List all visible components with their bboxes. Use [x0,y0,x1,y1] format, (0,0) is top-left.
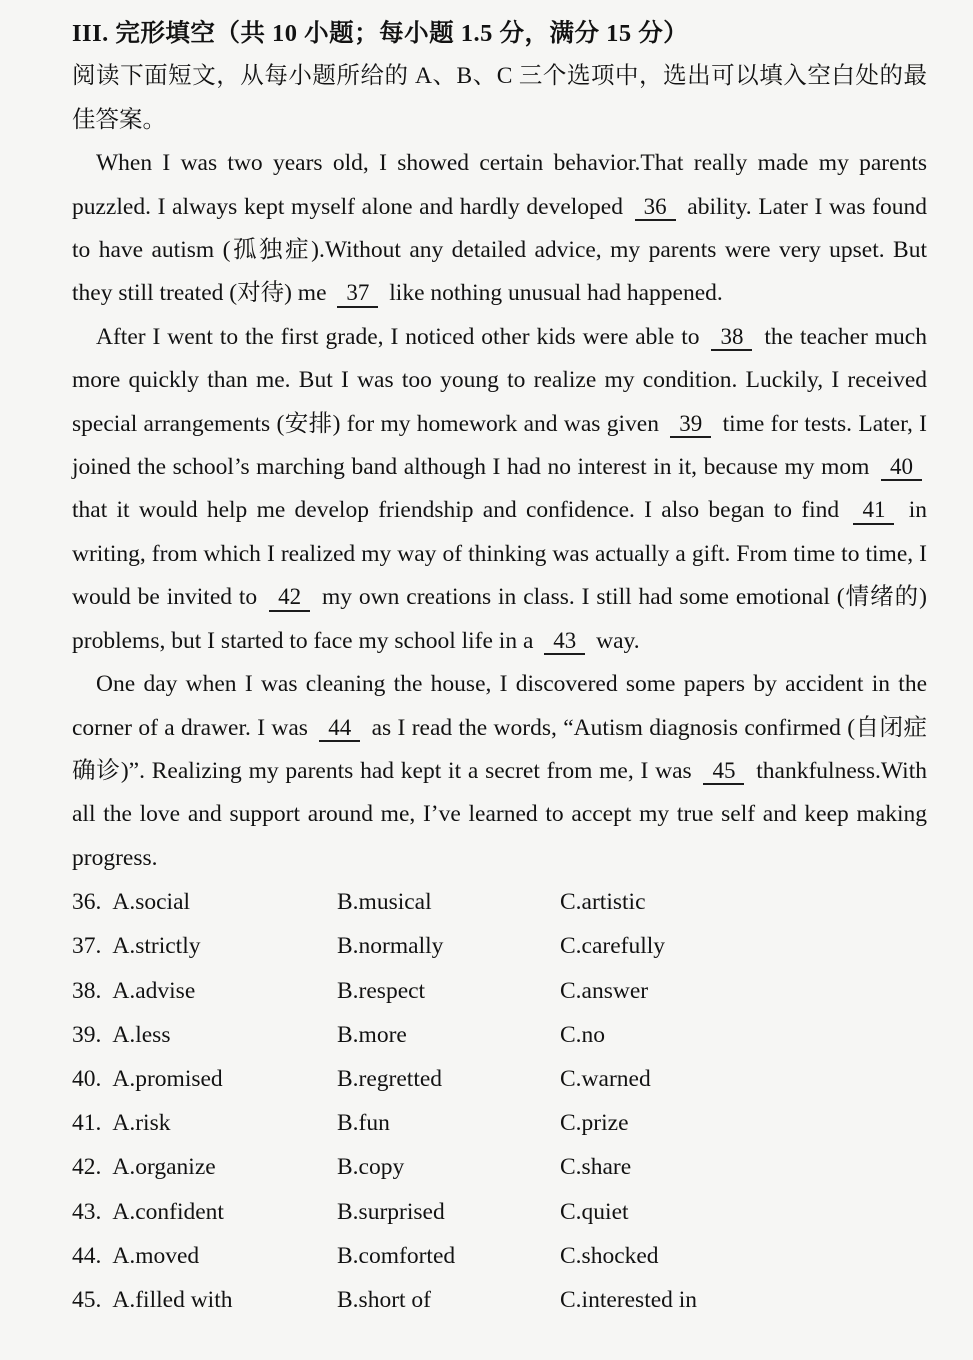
option-b: B.musical [337,889,432,916]
section-title: III. 完形填空（共 10 小题；每小题 1.5 分，满分 15 分） [72,20,689,47]
question-number: 36. [72,889,102,916]
option-b: B.short of [337,1286,431,1313]
option-a: A.advise [112,977,196,1004]
cloze-blank-39: 39 [670,411,711,438]
option-a: A.moved [112,1242,200,1269]
option-a: A.less [112,1021,171,1048]
question-number: 43. [72,1198,102,1225]
question-number: 41. [72,1110,102,1137]
option-c: C.quiet [560,1198,629,1225]
question-number: 37. [72,933,102,960]
question-row [72,1013,927,1057]
option-b: B.more [337,1021,407,1048]
option-c: C.answer [560,977,649,1004]
option-b: B.copy [337,1154,405,1181]
question-row [72,924,927,968]
question-row [72,1234,927,1278]
option-c: C.no [560,1021,606,1048]
passage-paragraph: When I was two years old, I showed certain behavior.That really made my parents puzzled. I always kept myself alone and hardly developed 36 ability. Later I was found to have autism (孤独症).Without any detailed advice, my parents were very upset. But they still treated (对待) me 37 like nothing unusual had happened. [72,150,928,307]
question-row [72,1145,927,1189]
instructions-text: 阅读下面短文，从每小题所给的 A、B、C 三个选项中，选出可以填入空白处的最佳答案。 [72,63,927,133]
option-c: C.warned [560,1065,651,1092]
options-table [72,880,927,1322]
option-b: B.comforted [337,1242,456,1269]
option-b: B.regretted [337,1065,443,1092]
option-a: A.strictly [112,933,201,960]
question-row [72,880,927,924]
option-c: C.artistic [560,889,646,916]
option-c: C.interested in [560,1286,698,1313]
question-number: 38. [72,977,102,1004]
option-c: C.shocked [560,1242,659,1269]
option-b: B.surprised [337,1198,445,1225]
cloze-blank-45: 45 [703,758,744,785]
cloze-blank-42: 42 [269,584,310,611]
option-a: A.confident [112,1198,224,1225]
cloze-blank-41: 41 [853,497,894,524]
cloze-blank-36: 36 [635,194,676,221]
option-b: B.normally [337,933,444,960]
passage-paragraph: One day when I was cleaning the house, I discovered some papers by accident in the corner of a drawer. I was 44 as I read the words, “Autism diagnosis confirmed (自闭症确诊)”. Realizing my parents had kept it a secret from me, I was 45 thankfulness.With all the love and support around me, I’ve learned to accept my true self and keep making progress. [72,671,927,871]
option-b: B.respect [337,977,426,1004]
passage-paragraph: After I went to the first grade, I noticed other kids were able to 38 the teacher much more quickly than me. But I was too young to realize my condition. Luckily, I received special arrangements (安排) for my homework and was given 39 time for tests. Later, I joined the school’s marching band although I had no interest in it, because my mom 40 that it would help me develop friendship and confidence. I also began to find 41 in writing, from which I realized my way of thinking was actually a gift. From time to time, I would be invited to 42 my own creations in class. I still had some emotional (情绪的) problems, but I started to face my school life in a 43 way. [72,323,928,654]
question-row [72,1101,927,1145]
cloze-blank-37: 37 [337,280,378,307]
question-number: 45. [72,1286,102,1313]
question-row [72,1057,927,1101]
cloze-blank-40: 40 [881,454,922,481]
option-b: B.fun [337,1110,390,1137]
question-number: 42. [72,1154,102,1181]
question-number: 39. [72,1021,102,1048]
cloze-passage [72,142,927,880]
option-a: A.risk [112,1110,171,1137]
cloze-blank-38: 38 [711,324,752,351]
cloze-blank-43: 43 [544,628,585,655]
option-a: A.organize [112,1154,216,1181]
question-row [72,969,927,1013]
question-number: 44. [72,1242,102,1269]
question-row [72,1278,927,1322]
option-a: A.promised [112,1065,223,1092]
option-a: A.social [112,889,191,916]
option-a: A.filled with [112,1286,233,1313]
option-c: C.carefully [560,933,666,960]
option-c: C.share [560,1154,632,1181]
option-c: C.prize [560,1110,629,1137]
question-number: 40. [72,1065,102,1092]
question-row [72,1190,927,1234]
cloze-blank-44: 44 [319,715,360,742]
